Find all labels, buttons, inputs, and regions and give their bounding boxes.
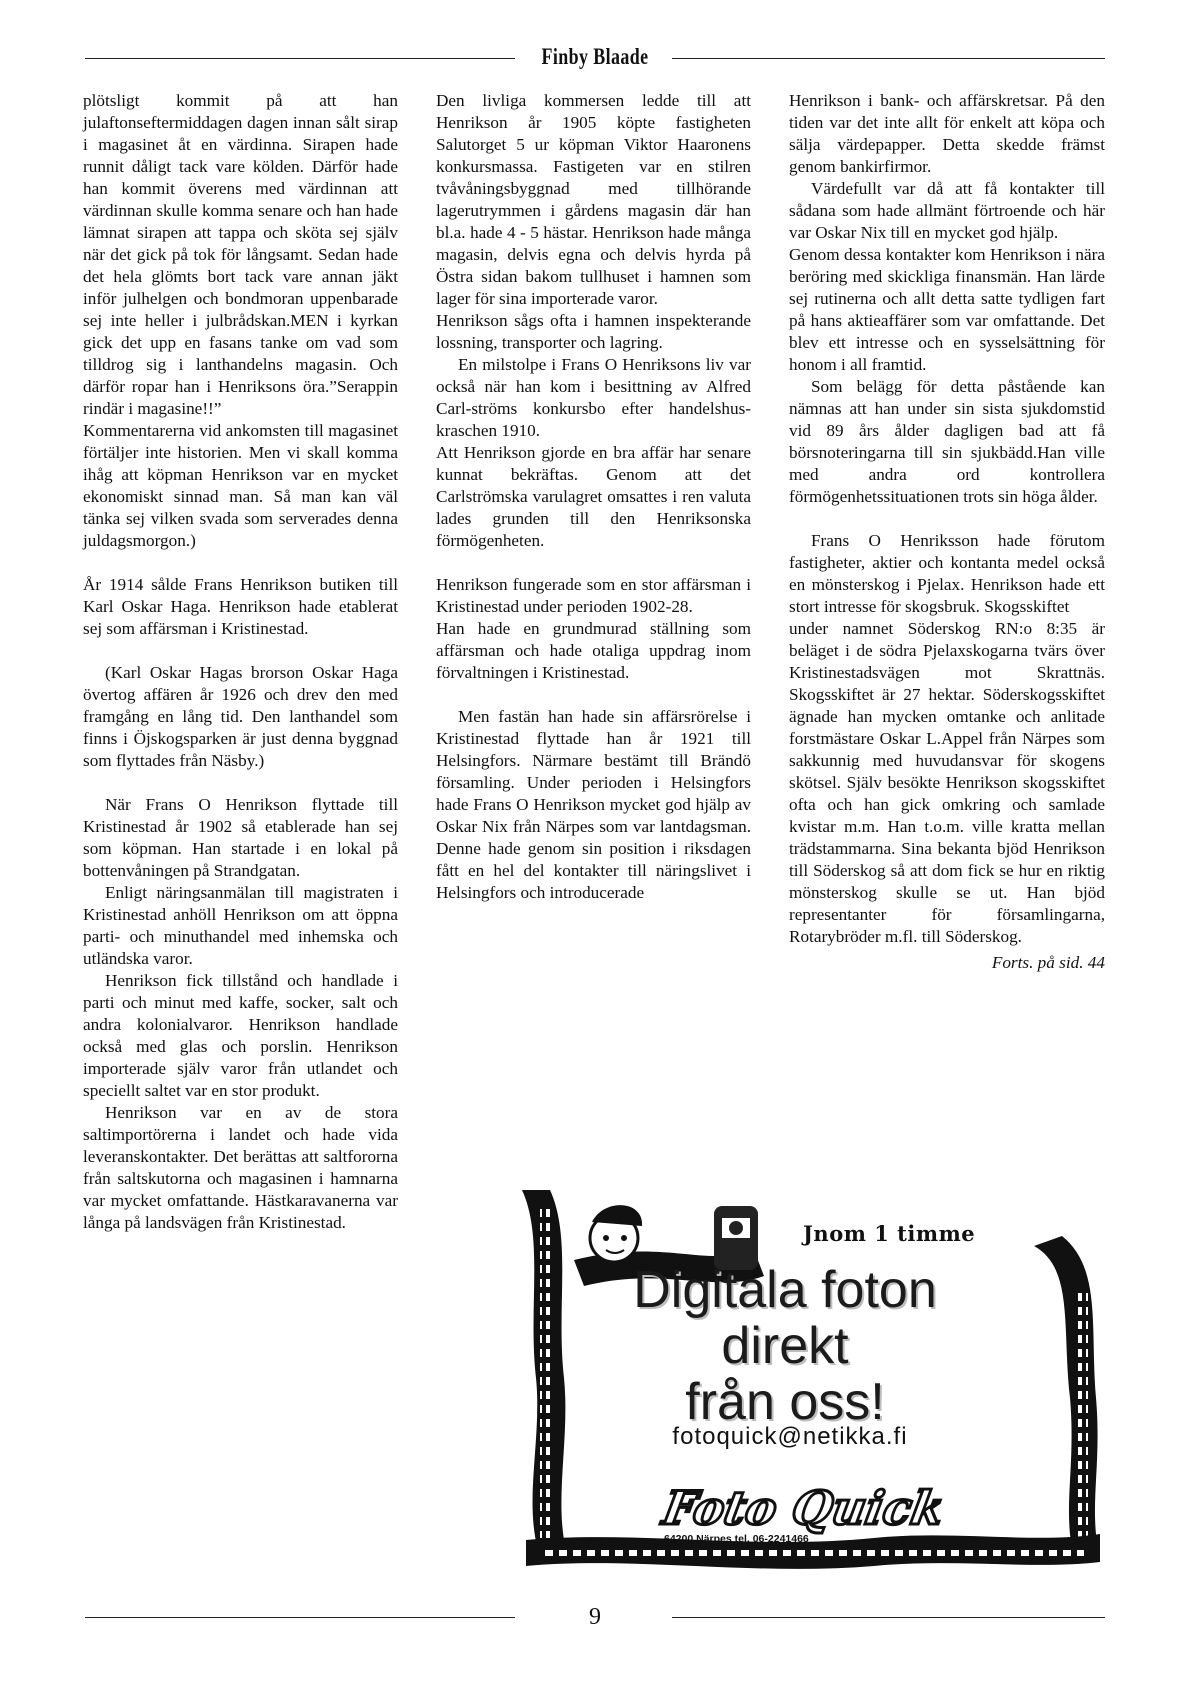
paragraph: År 1914 sålde Frans Henrikson butiken till Karl Oskar Haga. Henrikson hade etablerat sej som affärsman i Kristinestad.	[83, 575, 398, 638]
ad-main-line: direkt	[721, 1317, 849, 1375]
paragraph: Frans O Henriksson hade förutom fastigheter, aktier och kontanta medel också en mönsterskog i Pjelax. Henrikson hade ett stort intresse för skogsbruk. Skogsskiftet	[789, 531, 1105, 616]
logo-text: Foto Quick	[659, 1480, 949, 1535]
paragraph: Att Henrikson gjorde en bra affär har senare kunnat bekräftas. Genom att det Carlströmska varulagret omsattes i ren valuta lades grunden till den Henriksonska förmögenheten.	[436, 443, 751, 550]
paragraph: En milstolpe i Frans O Henriksons liv var också när han kom i besittning av Alfred Carl-ströms konkursbo efter handelshus-kraschen 1910.	[436, 355, 751, 440]
paragraph: Den livliga kommersen ledde till att Henrikson år 1905 köpte fastigheten Salutorget 5 ur köpman Viktor Haaronens konkursmassa. Fastigeten var en stilren tvåvåningsbyggnad med tillhörande lagerutrymmen i gårdens magasin där han bl.a. hade 4 - 5 hästar. Henrikson hade många magasin, delvis egna och delvis hyrda på Östra sidan bakom tullhuset i hamnen som lager för sina importerade varor.	[436, 91, 751, 308]
paragraph: Kommentarerna vid ankomsten till magasinet förtäljer inte historien. Men vi skall komma ihåg att köpman Henrikson var en mycket ekonomiskt sinnad man. Så man kan väl tänka sej vilken svada som serverades denna juldagsmorgon.)	[83, 421, 398, 550]
ad-main-line: från oss!	[685, 1373, 885, 1431]
paragraph: Genom dessa kontakter kom Henrikson i nära beröring med skickliga finansmän. Han lärde sej rutinerna och allt detta satte tydligen fart på hans aktieaffärer som var omfattande. Det blev ett intresse och en sysselsättning för honom i all framtid.	[789, 245, 1105, 374]
ad-main-text	[600, 1262, 970, 1430]
ad-email: fotoquick@netikka.fi	[672, 1423, 908, 1450]
ad-headline: Jnom 1 timme	[803, 1221, 976, 1246]
paragraph: (Karl Oskar Hagas brorson Oskar Haga övertog affären år 1926 och drev den med framgång en lång tid. Den lanthandel som finns i Öjskogsparken är just denna byggnad som flyttades från Näsby.)	[83, 663, 398, 770]
paragraph: Enligt näringsanmälan till magistraten i Kristinestad anhöll Henrikson om att öppna parti- och minuthandel med inhemska och utländska varor.	[83, 883, 398, 968]
continued-note: Forts. på sid. 44	[991, 953, 1105, 972]
paragraph: Henrikson var en av de stora saltimportörerna i landet och hade vida leveranskontakter. Det berättas att saltfororna från saltskutorna och magasinen i hamnarna var mycket omfattande. Hästkaravanerna var långa på landsvägen från Kristinestad.	[83, 1103, 398, 1232]
article-column-1	[83, 90, 398, 1234]
foto-quick-logo	[659, 1472, 949, 1542]
paragraph: Henrikson sågs ofta i hamnen inspekterande lossning, transporter och lagring.	[436, 311, 751, 352]
paragraph: När Frans O Henrikson flyttade till Kristinestad år 1902 så etablerade han sej som köpman. Han startade i en lokal på bottenvåningen på Strandgatan.	[83, 795, 398, 880]
paragraph: under namnet Söderskog RN:o 8:35 är beläget i de södra Pjelaxskogarna tvärs över Kristinestadsvägen mot Skrattnäs. Skogsskiftet är 27 hektar. Söderskogsskiftet ägnade han mycken omtanke och anlitade forstmästare Oskar L.Appel från Närpes som sakkunnig med huvudansvar för skogens skötsel. Själv besökte Henrikson skogsskiftet ofta och han gick omkring och samlade kvistar m.m. Han t.o.m. ville kratta mellan trädstammarna. Sina bekanta bjöd Henrikson till Söderskog så att dom fick se hur en riktig mönsterskog skulle se ut. Han bjöd representanter för församlingarna, Rotarybröder m.fl. till Söderskog.	[789, 619, 1105, 946]
ad-address: 64200 Närpes tel. 06-2241466	[664, 1533, 809, 1545]
paragraph: Värdefullt var då att få kontakter till sådana som hade allmänt förtroende och här var Oskar Nix till en mycket god hjälp.	[789, 179, 1105, 242]
paragraph: Henrikson i bank- och affärskretsar. På den tiden var det inte allt för enkelt att köpa och sälja värdepapper. Detta skedde främst genom bankirfirmor.	[789, 91, 1105, 176]
paragraph: Henrikson fick tillstånd och handlade i parti och minut med kaffe, socker, salt och andra kolonialvaror. Henrikson handlade också med glas och porslin. Henrikson importerade själv varor från utlandet och speciellt saltet var en stor produkt.	[83, 971, 398, 1100]
article-column-3	[789, 90, 1105, 974]
paragraph: Men fastän han hade sin affärsrörelse i Kristinestad flyttade han år 1921 till Helsingfors. Närmare bestämt till Brändö församling. Under perioden i Helsingfors hade Frans O Henrikson mycket god hjälp av Oskar Nix från Närpes som var lantdagsman. Denne hade genom sin position i riksdagen fått en hel del kontakter till näringslivet i Helsingfors och introducerade	[436, 707, 751, 902]
paragraph: Som belägg för detta påstående kan nämnas att han under sin sista sjukdomstid vid 89 års ålder dagligen bad att få börsnoteringarna till sin sjukbädd.Han ville med andra ord kontrollera förmögenhetssituationen trots sin höga ålder.	[789, 377, 1105, 506]
page-number: 9	[589, 1604, 601, 1630]
article-column-2	[436, 90, 751, 904]
paragraph: Han hade en grundmurad ställning som affärsman och hade otaliga uppdrag inom förvaltningen i Kristinestad.	[436, 619, 751, 682]
paragraph: plötsligt kommit på att han julaftonseftermiddagen dagen innan sålt sirap i magasinet åt en värdinna. Sirapen hade runnit dåligt tack vare kölden. Därför hade han kommit överens med värdinnan att värdinnan skulle komma senare och han hade lämnat sirapen att tappa och sköta sej själv när det gick på tok för långsamt. Sedan hade det hela glömts bort tack vare annan jäkt inför julhelgen och bondmoran uppenbarade sej inte heller i julbrådskan.MEN i kyrkan gick det upp en fasans tanke om vad som tilldrog sig i lanthandelns magasin. Och därför ropar han i Henriksons öra.”Serappin rindär i magasine!!”	[83, 91, 398, 418]
masthead-title: Finby Blaade	[541, 44, 649, 69]
paragraph: Henrikson fungerade som en stor affärsman i Kristinestad under perioden 1902-28.	[436, 575, 751, 616]
ad-main-line: Digitala foton	[633, 1261, 937, 1319]
